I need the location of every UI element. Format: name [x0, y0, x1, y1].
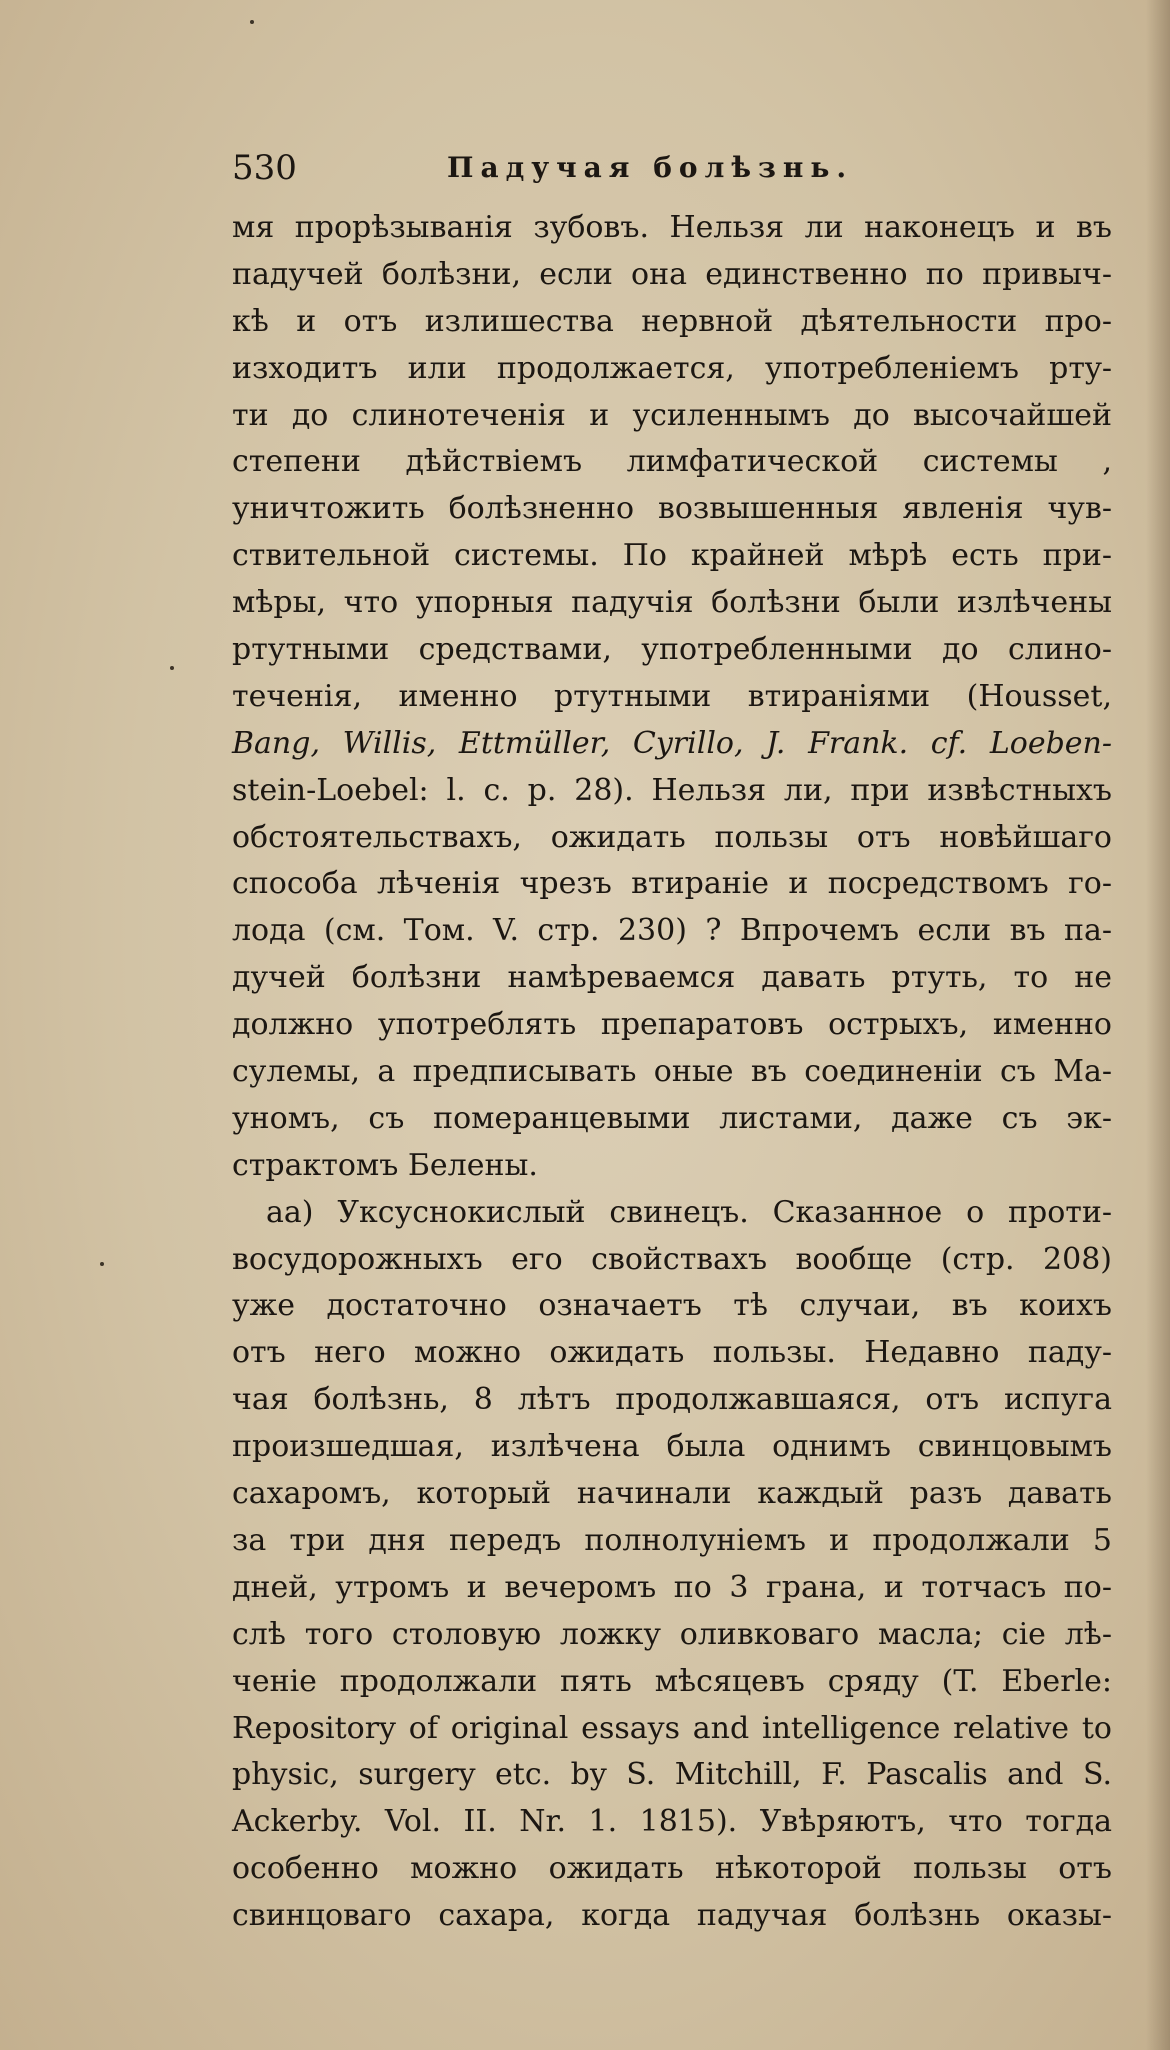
text-line: падучей болѣзни, если она единственно по привыч- — [232, 256, 1112, 292]
text-line: Repository of original essays and intelligence relative to — [232, 1710, 1112, 1746]
text-line: слѣ того столовую ложку оливковаго масла; сіе лѣ- — [232, 1616, 1112, 1652]
text-line: уже достаточно означаетъ тѣ случаи, въ коихъ — [232, 1288, 1112, 1324]
body-text — [232, 205, 1112, 1940]
text-line: степени дѣйствіемъ лимфатической системы , — [232, 444, 1112, 480]
text-line: уномъ, съ померанцевыми листами, даже съ эк- — [232, 1100, 1112, 1136]
text-line: дучей болѣзни намѣреваемся давать ртуть, то не — [232, 960, 1112, 996]
text-line: кѣ и отъ излишества нервной дѣятельности про- — [232, 303, 1112, 339]
text-line: Ackerby. Vol. II. Nr. 1. 1815). Увѣряютъ, что тогда — [232, 1804, 1112, 1840]
text-line-paragraph-start: аа) Уксуснокислый свинецъ. Сказанное о проти- — [266, 1194, 1112, 1230]
text-line: stein-Loebel: l. c. p. 28). Нельзя ли, при извѣстныхъ — [232, 772, 1112, 808]
text-line: мѣры, что упорныя падучія болѣзни были излѣчены — [232, 585, 1112, 621]
text-line-references: Bang, Willis, Ettmüller, Cyrillo, J. Frank. cf. Loeben- — [232, 725, 1112, 761]
text-line: особенно можно ожидать нѣкоторой пользы отъ — [232, 1851, 1112, 1887]
page-header — [232, 146, 872, 190]
speck — [170, 666, 174, 670]
text-line: способа лѣченія чрезъ втираніе и посредствомъ го- — [232, 866, 1112, 902]
page-number: 530 — [232, 148, 297, 188]
text-line: изходитъ или продолжается, употребленіемъ ртy- — [232, 350, 1112, 386]
text-line: ти до слинотеченія и усиленнымъ до высочайшей — [232, 397, 1112, 433]
text-line: теченія, именно ртутными втираніями (Housset, — [232, 678, 1112, 714]
text-line: дней, утромъ и вечеромъ по 3 грана, и тотчасъ по- — [232, 1569, 1112, 1605]
text-line: должно употреблять препаратовъ острыхъ, именно — [232, 1007, 1112, 1043]
text-line: сулемы, а предписывать оные въ соединеніи съ Ма- — [232, 1054, 1112, 1090]
text-line: лода (см. Том. V. стр. 230) ? Впрочемъ если въ па- — [232, 913, 1112, 949]
text-line: за три дня передъ полнолуніемъ и продолжали 5 — [232, 1522, 1112, 1558]
text-line: отъ него можно ожидать пользы. Недавно паду- — [232, 1335, 1112, 1371]
speck — [250, 20, 254, 24]
text-line: мя прорѣзыванія зубовъ. Нельзя ли наконецъ и въ — [232, 210, 1112, 245]
text-line: сахаромъ, который начинали каждый разъ давать — [232, 1476, 1112, 1512]
text-line: physic, surgery etc. by S. Mitchill, F. Pascalis and S. — [232, 1757, 1112, 1793]
text-line: ченіе продолжали пять мѣсяцевъ сряду (T. Eberle: — [232, 1663, 1112, 1699]
speck — [100, 1262, 104, 1266]
text-line: уничтожить болѣзненно возвышенныя явленія чув- — [232, 491, 1112, 527]
text-line: страктомъ Белены. — [232, 1147, 538, 1183]
text-line: произшедшая, излѣчена была однимъ свинцовымъ — [232, 1429, 1112, 1465]
text-line: ствительной системы. По крайней мѣрѣ есть при- — [232, 538, 1112, 574]
text-line: свинцоваго сахара, когда падучая болѣзнь оказы- — [232, 1898, 1112, 1934]
text-line: восудорожныхъ его свойствахъ вообще (стр. 208) — [232, 1241, 1112, 1277]
text-line: ртутными средствами, употребленными до слино- — [232, 632, 1112, 668]
running-head: Падучая болѣзнь. — [447, 151, 854, 184]
text-line: обстоятельствахъ, ожидать пользы отъ новѣйшаго — [232, 819, 1112, 855]
text-line: чая болѣзнь, 8 лѣтъ продолжавшаяся, отъ испуга — [232, 1382, 1112, 1418]
